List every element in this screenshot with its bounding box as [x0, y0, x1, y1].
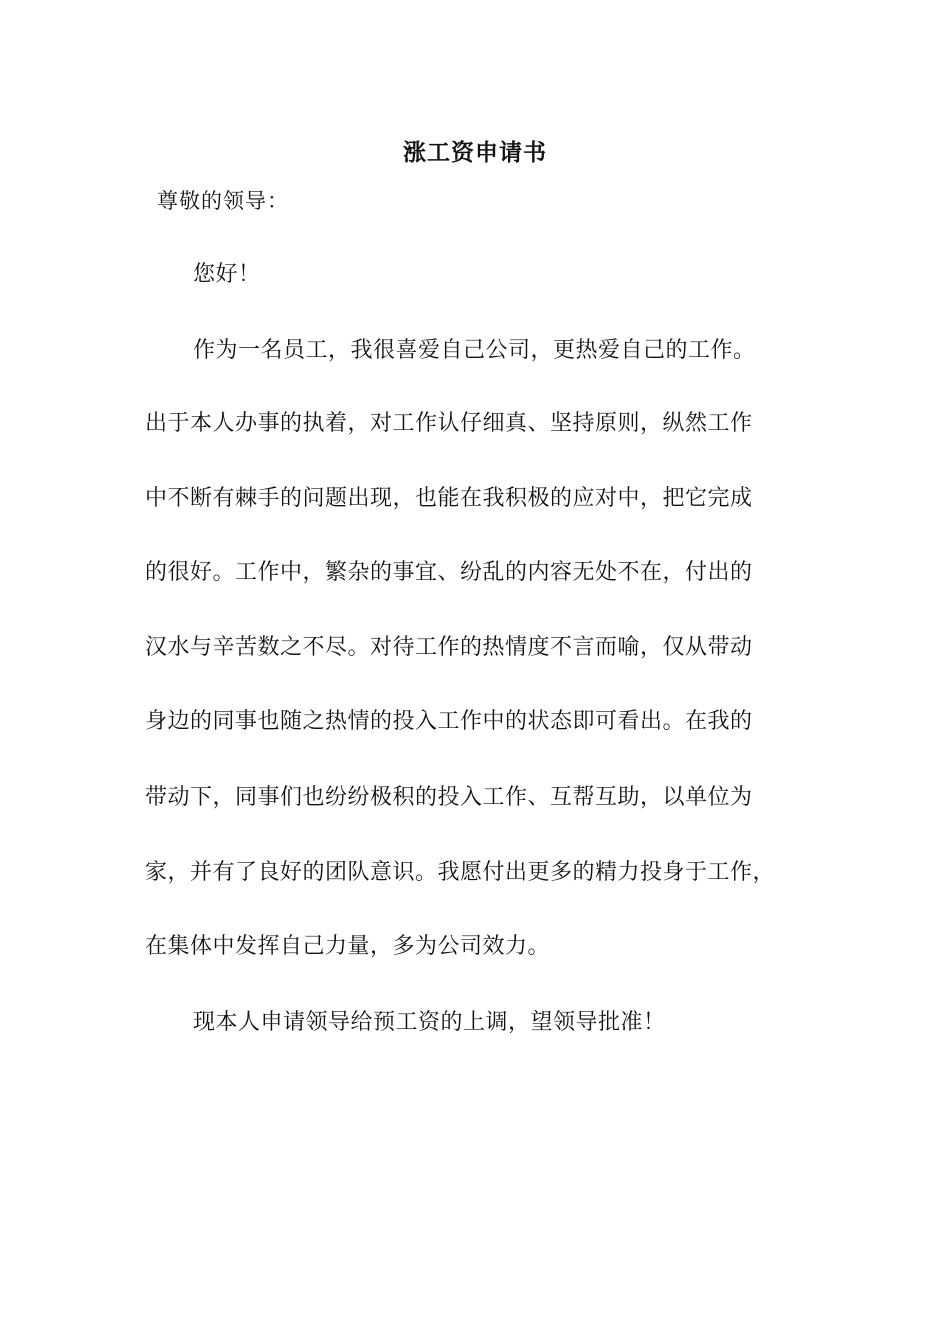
- body-line: 的很好。工作中，繁杂的事宜、纷乱的内容无处不在，付出的: [145, 560, 753, 585]
- body-line: 中不断有棘手的问题出现，也能在我积极的应对中，把它完成: [145, 486, 753, 511]
- greeting: 您好！: [193, 262, 261, 287]
- body-line: 出于本人办事的执着，对工作认仔细真、坚持原则，纵然工作: [145, 411, 753, 436]
- salutation: 尊敬的领导：: [157, 189, 289, 213]
- document-title: 涨工资申请书: [403, 139, 547, 166]
- body-line: 带动下，同事们也纷纷极积的投入工作、互帮互助，以单位为: [145, 785, 753, 810]
- body-line: 汉水与辛苦数之不尽。对待工作的热情度不言而喻，仅从带动: [145, 635, 753, 660]
- closing-line: 现本人申请领导给预工资的上调，望领导批准！: [193, 1010, 666, 1035]
- body-line: 家，并有了良好的团队意识。我愿付出更多的精力投身于工作，: [145, 860, 776, 885]
- body-line: 身边的同事也随之热情的投入工作中的状态即可看出。在我的: [145, 709, 753, 734]
- body-line: 作为一名员工，我很喜爱自己公司，更热爱自己的工作。: [193, 338, 756, 363]
- body-line: 在集体中发挥自己力量，多为公司效力。: [145, 934, 551, 959]
